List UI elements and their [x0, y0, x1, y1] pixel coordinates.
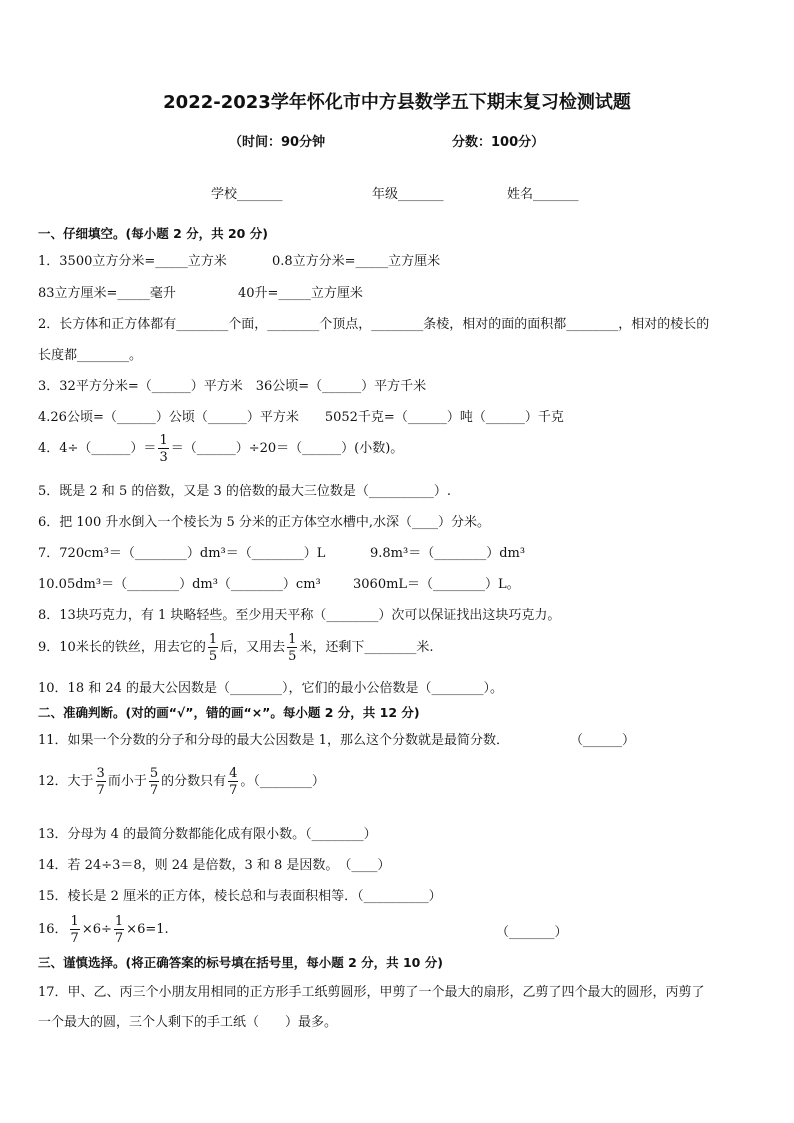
- question-16: [38, 910, 169, 950]
- question-15: 15．棱长是 2 厘米的正方体，棱长总和与表面积相等．（__________）: [38, 889, 442, 904]
- question-9-post: 米，还剩下________米.: [299, 640, 434, 655]
- fraction-one-seventh: [70, 915, 80, 945]
- question-9: [38, 630, 434, 666]
- denominator: 7: [114, 930, 124, 946]
- question-12: [38, 762, 325, 802]
- denominator: 5: [208, 648, 218, 664]
- numerator: 1: [208, 631, 218, 647]
- question-7d: 3060mL＝（________）L。: [353, 577, 520, 592]
- question-10: 10．18 和 24 的最大公因数是（________），它们的最小公倍数是（________）。: [38, 681, 504, 696]
- question-16-answer: （_______）: [496, 925, 568, 940]
- name-field: 姓名_______: [507, 187, 579, 202]
- question-16-pre: 16．: [38, 922, 68, 937]
- question-6: 6．把 100 升水倒入一个棱长为 5 分米的正方体空水槽中,水深（____）分米。: [38, 515, 491, 530]
- fraction-one-third: [158, 434, 168, 464]
- question-5: 5．既是 2 和 5 的倍数，又是 3 的倍数的最大三位数是（__________）.: [38, 484, 452, 499]
- question-13: 13．分母为 4 的最简分数都能化成有限小数。（________）: [38, 827, 377, 842]
- fraction-three-sevenths: [96, 767, 106, 797]
- denominator: 5: [288, 648, 297, 664]
- denominator: 7: [96, 782, 105, 798]
- denominator: 7: [229, 782, 238, 798]
- question-4: [38, 431, 403, 467]
- section1-heading: 一、仔细填空。(每小题 2 分，共 20 分): [38, 226, 268, 241]
- question-2b: 长度都________。: [38, 348, 143, 363]
- denominator: 7: [70, 930, 79, 946]
- question-3a: 3．32平方分米=（______）平方米 36公顷=（______）平方千米: [38, 379, 427, 394]
- question-1b: 0.8立方分米=_____立方厘米: [272, 254, 441, 269]
- numerator: 1: [114, 913, 124, 929]
- question-9-mid: 后，又用去: [220, 640, 286, 655]
- school-field: 学校_______: [211, 187, 283, 202]
- question-12-mid2: 的分数只有: [161, 774, 227, 789]
- fraction-five-sevenths: [149, 767, 159, 797]
- question-2a: 2．长方体和正方体都有________个面，________个顶点，________条棱，相对的面的面积都________，相对的棱长的: [38, 317, 710, 332]
- question-12-mid1: 而小于: [107, 774, 147, 789]
- numerator: 1: [70, 913, 79, 929]
- section3-heading: 三、谨慎选择。(将正确答案的标号填在括号里，每小题 2 分，共 10 分): [38, 955, 443, 970]
- question-8: 8．13块巧克力，有 1 块略轻些。至少用天平称（________）次可以保证找出这块巧克力。: [38, 608, 561, 623]
- denominator: 3: [159, 449, 168, 465]
- question-12-post: 。（________）: [240, 774, 325, 789]
- question-7b: 9.8m³＝（________）dm³: [370, 546, 526, 561]
- question-12-pre: 12．大于: [38, 774, 94, 789]
- question-16-post: ×6=1.: [126, 922, 169, 937]
- question-17a: 17．甲、乙、丙三个小朋友用相同的正方形手工纸剪圆形，甲剪了一个最大的扇形，乙剪了四个最大的圆形，丙剪了: [38, 985, 705, 1000]
- question-11: 11．如果一个分数的分子和分母的最大公因数是 1，那么这个分数就是最简分数．: [38, 733, 509, 748]
- question-7c: 10.05dm³＝（________）dm³（________）cm³: [38, 577, 321, 592]
- fraction-one-fifth-2: [287, 633, 297, 663]
- question-1d: 40升=_____立方厘米: [238, 286, 363, 301]
- numerator: 1: [159, 432, 168, 448]
- question-9-pre: 9．10米长的铁丝，用去它的: [38, 640, 206, 655]
- question-1a: 1．3500立方分米=_____立方米: [38, 254, 227, 269]
- question-17b: 一个最大的圆，三个人剩下的手工纸（ ）最多。: [38, 1015, 338, 1030]
- grade-field: 年级_______: [372, 187, 444, 202]
- page-title: 2022-2023学年怀化市中方县数学五下期末复习检测试题: [163, 92, 631, 113]
- question-4-post: ＝（______）÷20＝（______）(小数)。: [170, 441, 404, 456]
- question-11-answer: （______）: [570, 733, 636, 748]
- section2-heading: 二、准确判断。(对的画“√”，错的画“×”。每小题 2 分，共 12 分): [38, 705, 420, 720]
- question-7a: 7．720cm³＝（________）dm³＝（________）L: [38, 546, 326, 561]
- fraction-one-seventh-2: [114, 915, 124, 945]
- numerator: 1: [288, 631, 297, 647]
- fraction-four-sevenths: [228, 767, 238, 797]
- score-label: 分数：100分）: [452, 135, 545, 150]
- question-4-pre: 4．4÷（______）＝: [38, 441, 157, 456]
- denominator: 7: [149, 782, 159, 798]
- question-16-mid: ×6÷: [81, 922, 112, 937]
- numerator: 3: [96, 765, 105, 781]
- numerator: 4: [229, 765, 238, 781]
- fraction-one-fifth: [208, 633, 218, 663]
- question-3b: 4.26公顷=（______）公顷（______）平方米 5052千克=（______）吨（______）千克: [38, 410, 564, 425]
- question-1c: 83立方厘米=_____毫升: [38, 286, 176, 301]
- numerator: 5: [149, 765, 159, 781]
- time-label: （时间：90分钟: [229, 135, 326, 150]
- question-14: 14．若 24÷3＝8，则 24 是倍数，3 和 8 是因数。 （____）: [38, 858, 391, 873]
